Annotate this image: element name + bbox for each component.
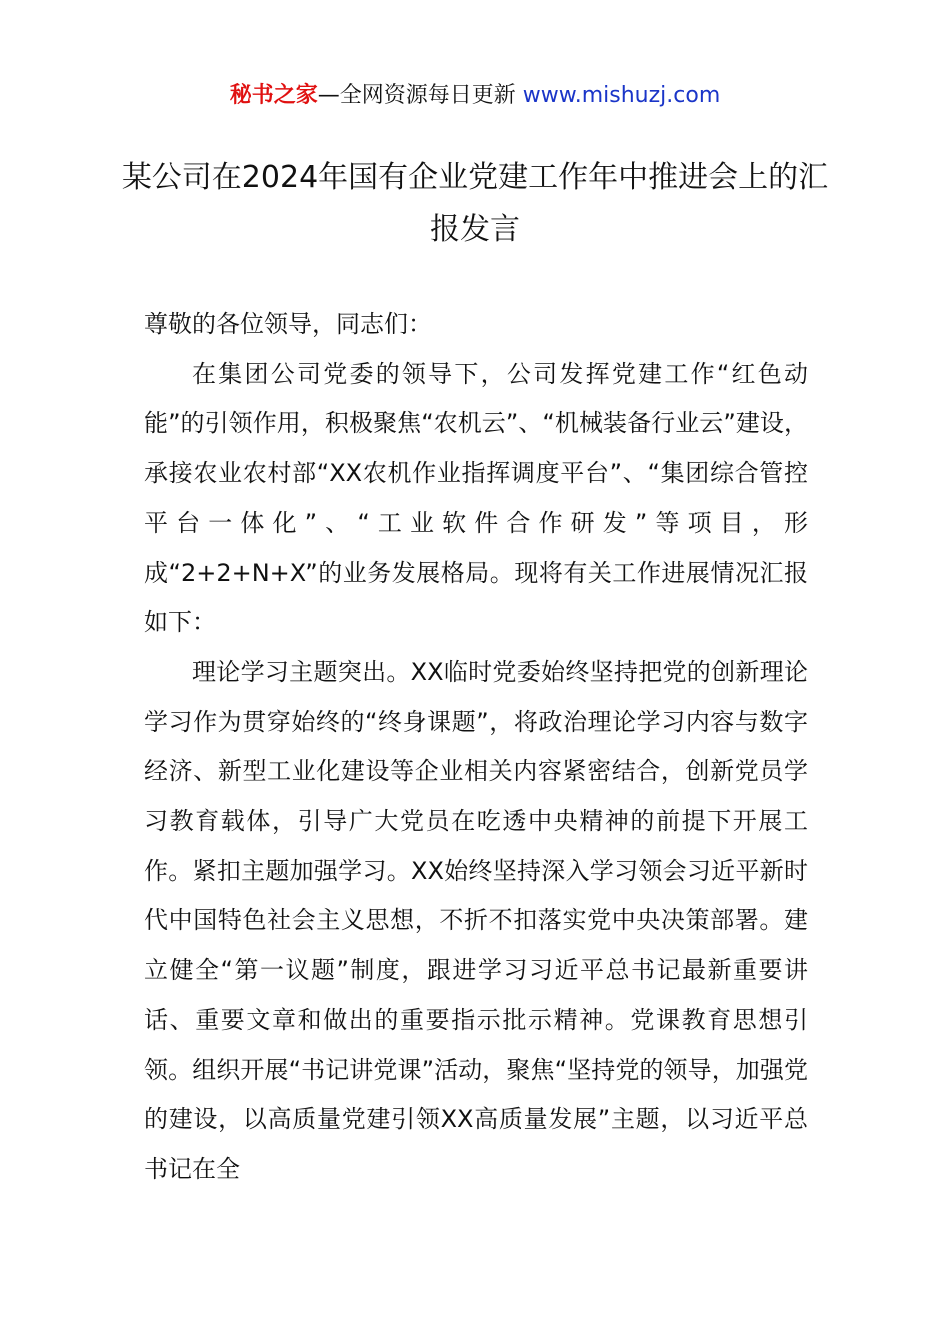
site-name: 秘书之家 bbox=[229, 83, 318, 108]
document-body bbox=[144, 300, 808, 1195]
site-url-link[interactable]: www.mishuzj.com bbox=[522, 83, 721, 108]
site-banner bbox=[0, 80, 950, 112]
body-paragraph-intro: 在集团公司党委的领导下，公司发挥党建工作“红色动能”的引领作用，积极聚焦“农机云”、“机械装备行业云”建设，承接农业农村部“XX农机作业指挥调度平台”、“集团综合管控平台一体化”、“工业软件合作研发”等项目，形成“2+2+N+X”的业务发展格局。现将有关工作进展情况汇报如下： bbox=[144, 359, 808, 637]
document-title: 某公司在2024年国有企业党建工作年中推进会上的汇报发言 bbox=[121, 160, 829, 247]
body-paragraph-theory-study: 理论学习主题突出。XX临时党委始终坚持把党的创新理论学习作为贯穿始终的“终身课题”，将政治理论学习内容与数字经济、新型工业化建设等企业相关内容紧密结合，创新党员学习教育载体，引导广大党员在吃透中央精神的前提下开展工作。紧扣主题加强学习。XX始终坚持深入学习领会习近平新时代中国特色社会主义思想，不折不扣落实党中央决策部署。建立健全“第一议题”制度，跟进学习习近平总书记最新重要讲话、重要文章和做出的重要指示批示精神。党课教育思想引领。组织开展“书记讲党课”活动，聚焦“坚持党的领导，加强党的建设，以高质量党建引领XX高质量发展”主题，以习近平总书记在全 bbox=[144, 657, 808, 1183]
site-tagline: —全网资源每日更新 bbox=[317, 83, 523, 108]
salutation: 尊敬的各位领导，同志们： bbox=[144, 310, 432, 338]
